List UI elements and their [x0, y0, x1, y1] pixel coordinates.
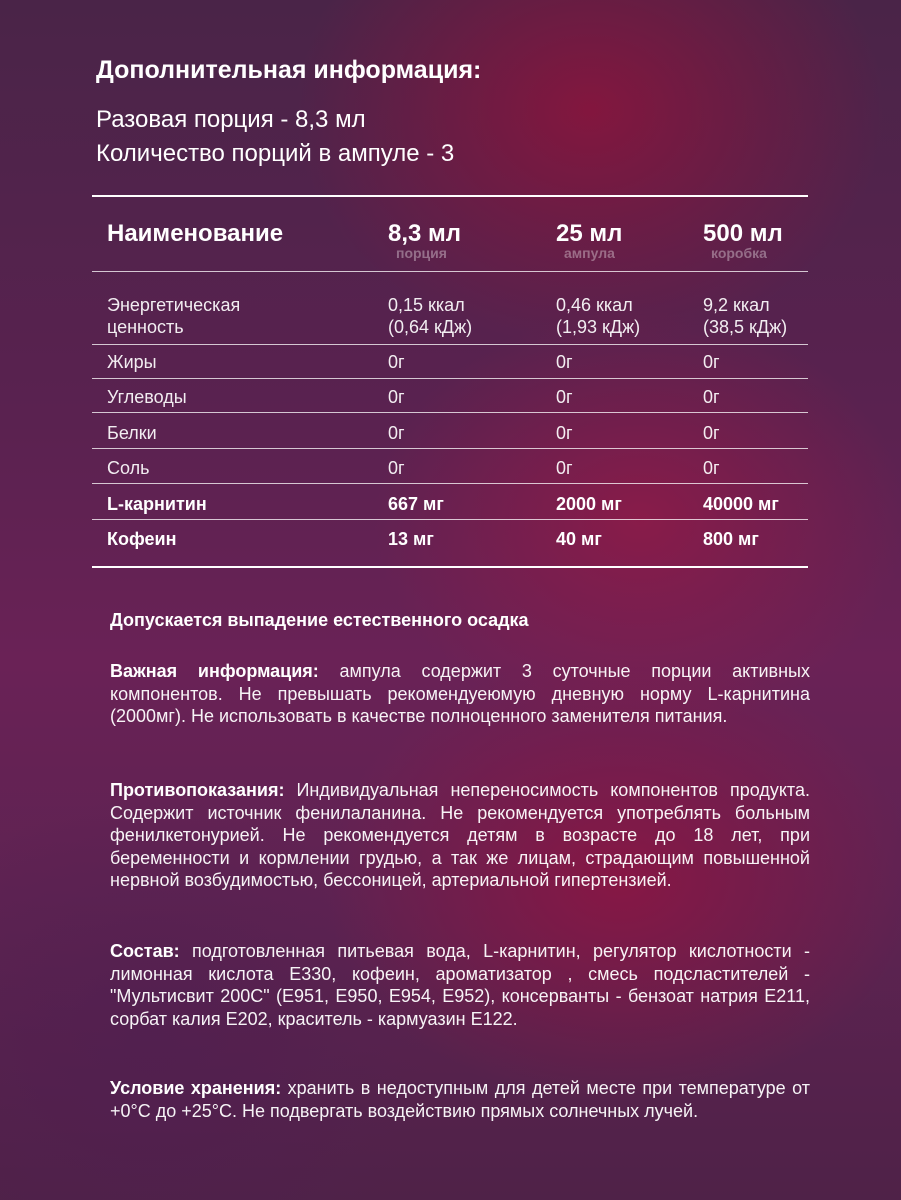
row-value-ampoule: 40 мг	[556, 529, 602, 549]
row-value-serving	[388, 294, 472, 338]
row-divider	[92, 412, 808, 413]
header-col-ampoule-sub: ампула	[564, 245, 615, 261]
storage-text: хранить в недоступным для детей месте при температуре от +0°С до +25°С. Не подвергать воздействию прямых солнечных лучей.	[110, 1078, 810, 1121]
contraindications	[110, 779, 810, 892]
row-name-line2: ценность	[107, 317, 184, 337]
row-name: Кофеин	[107, 529, 177, 549]
row-name: Углеводы	[107, 387, 187, 407]
row-value-box: 0г	[703, 352, 720, 372]
header-name: Наименование	[107, 220, 284, 247]
row-value-ampoule	[556, 294, 640, 338]
row-name: Белки	[107, 423, 157, 443]
row-value-ampoule: 0г	[556, 352, 573, 372]
row-name	[107, 294, 357, 338]
table-bottom-divider	[92, 566, 808, 568]
composition	[110, 940, 810, 1030]
header-col-box	[703, 220, 783, 261]
row-divider	[92, 483, 808, 484]
row-value-box: 0г	[703, 387, 720, 407]
header-col-ampoule	[556, 220, 622, 261]
value-line2: (0,64 кДж)	[388, 317, 473, 337]
row-value-serving: 0г	[388, 458, 405, 478]
servings-count: Количество порций в ампуле - 3	[96, 140, 455, 167]
row-value-serving: 0г	[388, 352, 405, 372]
header-divider	[92, 271, 808, 272]
header-col-serving-value: 8,3 мл	[388, 220, 462, 247]
value-line2: (1,93 кДж)	[556, 317, 641, 337]
row-name: L-карнитин	[107, 494, 207, 514]
row-value-ampoule: 0г	[556, 387, 573, 407]
header-col-ampoule-value: 25 мл	[556, 220, 623, 247]
row-value-serving: 667 мг	[388, 494, 444, 514]
header-col-serving-sub: порция	[396, 245, 447, 261]
row-value-ampoule: 0г	[556, 423, 573, 443]
row-divider	[92, 448, 808, 449]
value-line1: 0,15 ккал	[388, 295, 465, 315]
sediment-note: Допускается выпадение естественного осадка	[110, 610, 529, 630]
row-value-box: 800 мг	[703, 529, 759, 549]
row-value-box: 0г	[703, 458, 720, 478]
row-value-ampoule: 0г	[556, 458, 573, 478]
row-name: Жиры	[107, 352, 157, 372]
row-divider	[92, 378, 808, 379]
serving-size: Разовая порция - 8,3 мл	[96, 106, 366, 133]
value-line1: 9,2 ккал	[703, 295, 770, 315]
row-value-box: 40000 мг	[703, 494, 779, 514]
header-col-box-sub: коробка	[711, 245, 767, 261]
info-title: Дополнительная информация:	[96, 56, 482, 84]
important-info-label: Важная информация:	[110, 661, 319, 681]
header-col-serving	[388, 220, 461, 261]
storage	[110, 1077, 810, 1122]
header-col-box-value: 500 мл	[703, 220, 783, 247]
storage-label: Условие хранения:	[110, 1078, 282, 1098]
row-value-serving: 0г	[388, 423, 405, 443]
value-line2: (38,5 кДж)	[703, 317, 788, 337]
contraindications-label: Противопоказания:	[110, 780, 285, 800]
contraindications-text: Индивидуальная непереносимость компонентов продукта. Содержит источник фенилаланина. Не рекомендуется употреблять больным фенилкетонурией. Не рекомендуется детям в возрасте до 18 лет, при беременности и кормлении грудью, а так же лицам, страдающим повышенной нервной возбудимостью, бессоницей, артериальной гипертензией.	[110, 780, 810, 890]
important-info-text: ампула содержит 3 суточные порции активных компонентов. Не превышать рекомендуеюмую дневную норму L-карнитина (2000мг). Не использовать в качестве полноценного заменителя питания.	[110, 661, 810, 726]
row-name: Соль	[107, 458, 150, 478]
row-divider	[92, 519, 808, 520]
row-value-box	[703, 294, 787, 338]
important-info	[110, 660, 810, 728]
row-value-box: 0г	[703, 423, 720, 443]
composition-label: Состав:	[110, 941, 180, 961]
row-name-line1: Энергетическая	[107, 295, 241, 315]
table-header	[0, 220, 901, 272]
row-value-serving: 0г	[388, 387, 405, 407]
table-top-divider	[92, 195, 808, 197]
row-value-serving: 13 мг	[388, 529, 434, 549]
value-line1: 0,46 ккал	[556, 295, 633, 315]
composition-text: подготовленная питьевая вода, L-карнитин, регулятор кислотности - лимонная кислота Е330, кофеин, ароматизатор , смесь подсластителей - "Мультисвит 200С" (Е951, Е950, Е954, Е952), консерванты - бензоат натрия Е211, сорбат калия Е202, краситель - кармуазин Е122.	[110, 941, 810, 1029]
row-value-ampoule: 2000 мг	[556, 494, 622, 514]
row-divider	[92, 344, 808, 345]
